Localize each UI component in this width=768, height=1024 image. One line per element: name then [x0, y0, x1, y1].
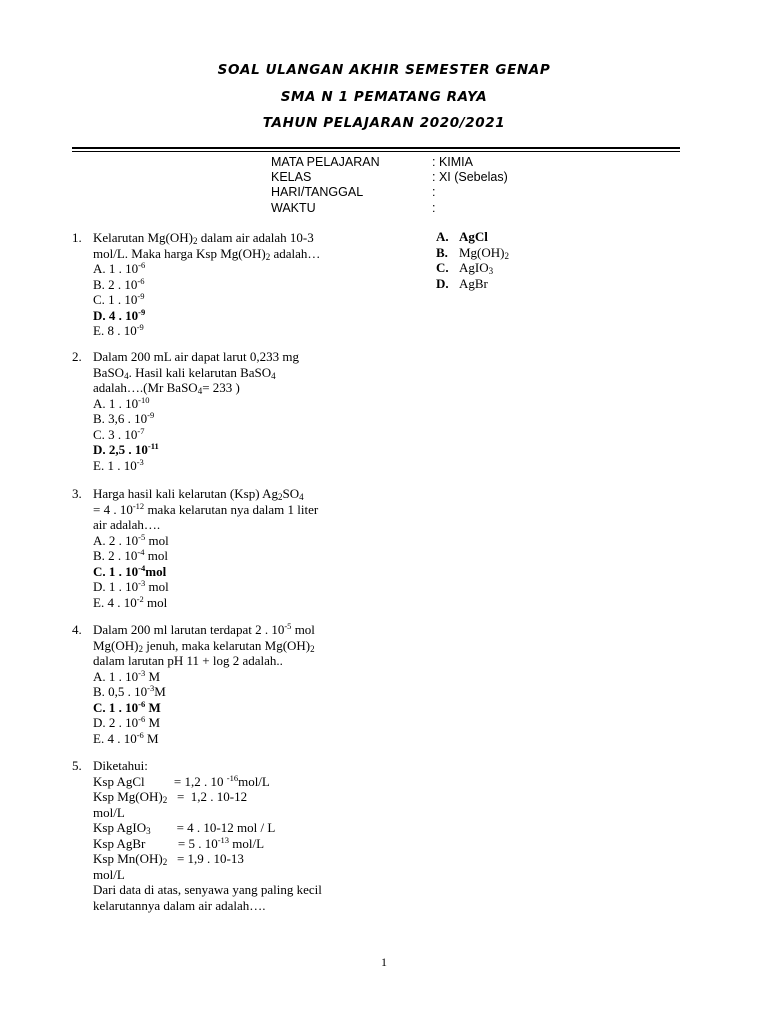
option-a: A. 2 . $10^{-5}$ mol [93, 531, 169, 548]
info-value-time: : [432, 201, 436, 215]
question-3 [72, 486, 372, 610]
question-text-line: Dalam 200 mL air dapat larut 0,233 mg [93, 349, 300, 364]
info-label-date: HARI/TANGGAL [271, 185, 364, 199]
info-label-subject: MATA PELAJARAN [271, 155, 380, 169]
option-a-answer: A. AgCl [436, 229, 488, 244]
option-d-answer: D. 4 . $10^{-9}$ [93, 306, 146, 323]
info-value-class: : XI (Sebelas) [432, 170, 508, 184]
option-c-answer: C. 1 . $10^{-4}mol$ [93, 562, 167, 579]
option-b: B. 2 . $10^{-6}$ [93, 275, 145, 292]
option-e: E. 8 . $10^{-9}$ [93, 322, 144, 338]
option-a: A. 1 . $10^{-3}$ M [93, 667, 161, 684]
option-b: B. 0,5 . $10^{-3}M$ [93, 683, 166, 699]
ksp-agio3-line: Ksp AgIO$_3$ = 4 . 10-12 mol / L [93, 820, 276, 836]
question-text-line: mol/L [93, 804, 125, 820]
question-text-line: Harga hasil kali kelarutan (Ksp) $Ag_2SO_4$ [93, 486, 304, 502]
info-value-date: : [432, 185, 436, 199]
ksp-mgoh2-line: Ksp $Mg(OH)_2 = 1,2$ . 10-12 [93, 789, 248, 805]
question-4 [72, 622, 372, 746]
question-text-line: Dalam 200 ml larutan terdapat 2 . $10^{-5}$ mol [93, 621, 315, 637]
info-label-time: WAKTU [271, 201, 316, 215]
question-number: 1. [72, 230, 82, 245]
question-text-line: Diketahui: [93, 758, 148, 773]
question-text-line: adalah….(Mr BaSO$_4$= 233 ) [93, 380, 240, 396]
option-d: D. AgBr [436, 275, 488, 291]
option-a: A. 1 . $10^{-6}$ [93, 260, 146, 276]
option-c: C. AgIO$_3$ [436, 260, 494, 276]
question-text-line: BaSO$_4$. Hasil kali kelarutan BaSO$_4$ [93, 364, 276, 381]
question-number: 5. [72, 758, 82, 773]
option-e: E. 4 . $10^{-6}$ M [93, 729, 159, 746]
header-rule-thin [72, 151, 680, 152]
question-2 [72, 349, 372, 473]
question-text-line: mol/L [93, 866, 125, 882]
question-text-line: Dari data di atas, senyawa yang paling kecil [93, 882, 322, 897]
option-c: C. 1 . $10^{-9}$ [93, 291, 145, 307]
info-value-subject: : KIMIA [432, 155, 473, 169]
option-b: B. $Mg(OH)_2$ [436, 244, 509, 261]
question-text-line: = 4 . $10^{-12}$ maka kelarutan nya dalam 1 liter [93, 500, 319, 517]
question-text-line: $Mg(OH)_2$ jenuh, maka kelarutan $Mg(OH)_2$ [93, 637, 315, 654]
question-text-line: dalam larutan pH 11 + log 2 adalah.. [93, 653, 283, 668]
ksp-agbr-line: Ksp AgBr = 5 . $10^{-13}$ mol/L [93, 834, 265, 851]
question-text-line: air adalah…. [93, 517, 161, 532]
info-label-class: KELAS [271, 170, 312, 184]
academic-year: TAHUN PELAJARAN 2020/2021 [262, 115, 506, 131]
q5-options [436, 229, 509, 291]
school-name: SMA N 1 PEMATANG RAYA [280, 89, 488, 105]
question-number: 3. [72, 486, 82, 501]
page-number: 1 [381, 955, 387, 969]
option-b: B. 2 . $10^{-4}$ mol [93, 547, 168, 563]
ksp-mnoh2-line: Ksp $Mn(OH)_2 = 1,9$ . 10-13 [93, 851, 244, 867]
question-text-line: Kelarutan $Mg(OH)_2$ dalam air adalah 10-3 [93, 230, 314, 246]
option-e: E. 1 . $10^{-3}$ [93, 456, 144, 473]
option-d-answer: D. 2,5 . $10^{-11}$ [93, 441, 159, 457]
question-number: 4. [72, 622, 82, 637]
ksp-agcl-line: Ksp AgCl = 1,2 . 10 $^{-16}$mol/L [93, 772, 270, 789]
header-rule-thick [72, 147, 680, 149]
option-c: C. 3 . $10^{-7}$ [93, 425, 145, 442]
question-1 [72, 230, 372, 339]
option-e: E. 4 . $10^{-2}$ mol [93, 593, 168, 610]
option-d: D. 1 . $10^{-3}$ mol [93, 578, 169, 594]
option-b: B. 3,6 . $10^{-9}$ [93, 410, 155, 426]
question-5 [72, 758, 392, 913]
question-text-line: mol/L. Maka harga Ksp $Mg(OH)_2$ adalah… [93, 245, 321, 262]
option-c-answer: C. 1 . $10^{-6}$ M [93, 698, 161, 715]
exam-title: SOAL ULANGAN AKHIR SEMESTER GENAP [217, 62, 551, 78]
option-a: A. 1 . $10^{-10}$ [93, 394, 150, 411]
question-text-line: kelarutannya dalam air adalah…. [93, 897, 266, 913]
question-number: 2. [72, 349, 82, 364]
option-d: D. 2 . $10^{-6}$ M [93, 714, 161, 730]
